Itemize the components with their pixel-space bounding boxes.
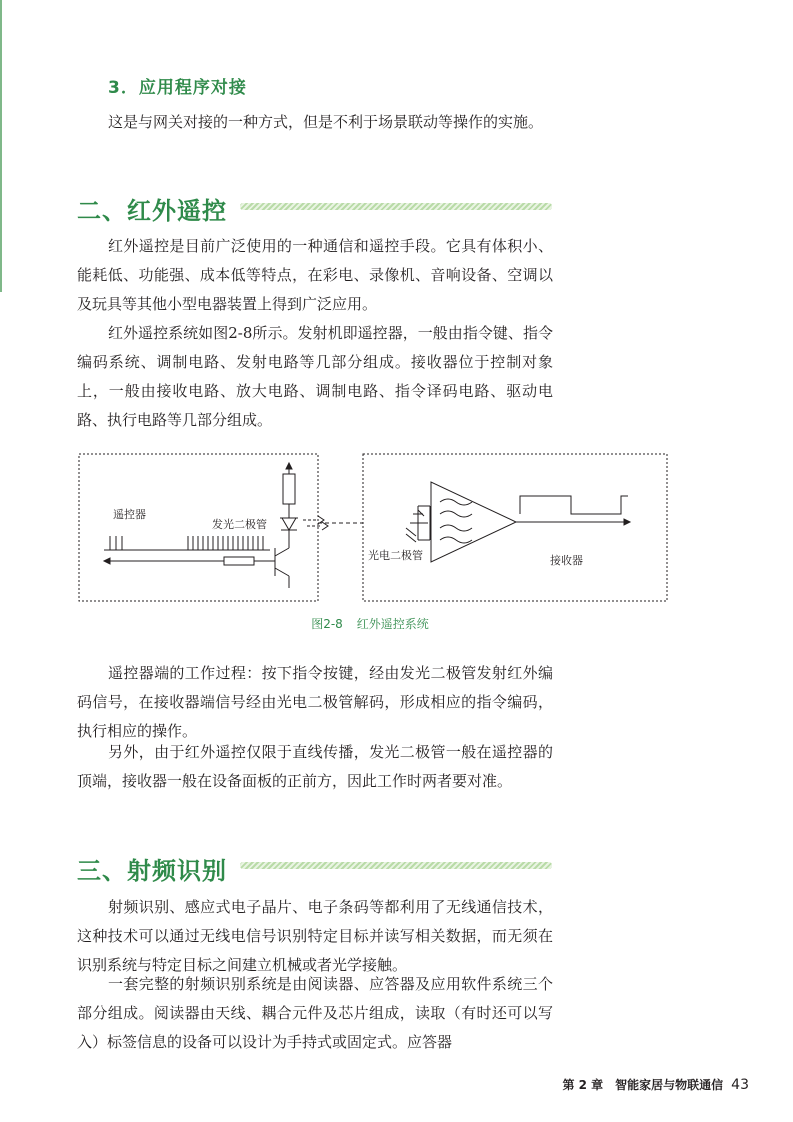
infrared-remote-diagram — [0, 448, 793, 608]
figure-caption-text: 红外遥控系统 — [356, 617, 429, 631]
label-receiver: 接收器 — [550, 554, 583, 567]
paragraph: 遥控器端的工作过程：按下指令按键，经由发光二极管发射红外编码信号，在接收器端信号经由光电二极管解码，形成相应的指令编码，执行相应的操作。 — [77, 664, 553, 740]
paragraph: 红外遥控是目前广泛使用的一种通信和遥控手段。它具有体积小、能耗低、功能强、成本低等特点，在彩电、录像机、音响设备、空调以及玩具等其他小型电器装置上得到广泛应用。 — [77, 237, 553, 313]
paragraph: 射频识别、感应式电子晶片、电子条码等都利用了无线通信技术，这种技术可以通过无线电信号识别特定目标并读写相关数据，而无须在识别系统与特定目标之间建立机械或者光学接触。 — [77, 898, 553, 974]
output-waveform — [520, 496, 628, 514]
load-resistor — [283, 474, 295, 504]
section-title-rfid: 三、射频识别 — [77, 857, 227, 885]
section-title-rule — [240, 203, 552, 210]
paragraph: 红外遥控系统如图2-8所示。发射机即遥控器，一般由指令键、指令编码系统、调制电路、发射电路等几部分组成。接收器位于控制对象上，一般由接收电路、放大电路、调制电路、指令译码电路、驱动电路、执行电路等几部分组成。 — [77, 324, 553, 429]
amplifier-symbol — [431, 482, 516, 562]
page-number: 43 — [731, 1077, 749, 1093]
section-title-rule — [240, 862, 552, 869]
label-led: 发光二极管 — [212, 518, 267, 531]
subsection-title: 3．应用程序对接 — [108, 78, 247, 98]
figure-caption — [0, 615, 740, 632]
led-symbol — [280, 518, 298, 540]
footer-chapter: 第 2 章 智能家居与物联通信 — [562, 1078, 724, 1092]
receiver-box — [363, 454, 667, 601]
photodiode-symbol — [406, 506, 428, 542]
section-title-infrared: 二、红外遥控 — [77, 197, 227, 225]
paragraph: 一套完整的射频识别系统是由阅读器、应答器及应用软件系统三个部分组成。阅读器由天线、耦合元件及芯片组成，读取（有时还可以写入）标签信息的设备可以设计为手持式或固定式。应答器 — [77, 975, 553, 1051]
page-edge-line — [0, 0, 2, 292]
label-remote: 遥控器 — [113, 508, 146, 521]
subsection-paragraph: 这是与网关对接的一种方式，但是不利于场景联动等操作的实施。 — [108, 113, 544, 131]
keypad-marks — [110, 536, 263, 550]
resistor — [224, 557, 254, 565]
paragraph: 另外，由于红外遥控仅限于直线传播，发光二极管一般在遥控器的顶端，接收器一般在设备面板的正前方，因此工作时两者要对准。 — [77, 743, 553, 790]
page-footer — [562, 1076, 749, 1093]
label-photodiode: 光电二极管 — [368, 549, 423, 562]
transistor — [275, 540, 289, 588]
transmitter-box — [79, 454, 318, 601]
figure-number: 图2-8 — [311, 617, 343, 631]
